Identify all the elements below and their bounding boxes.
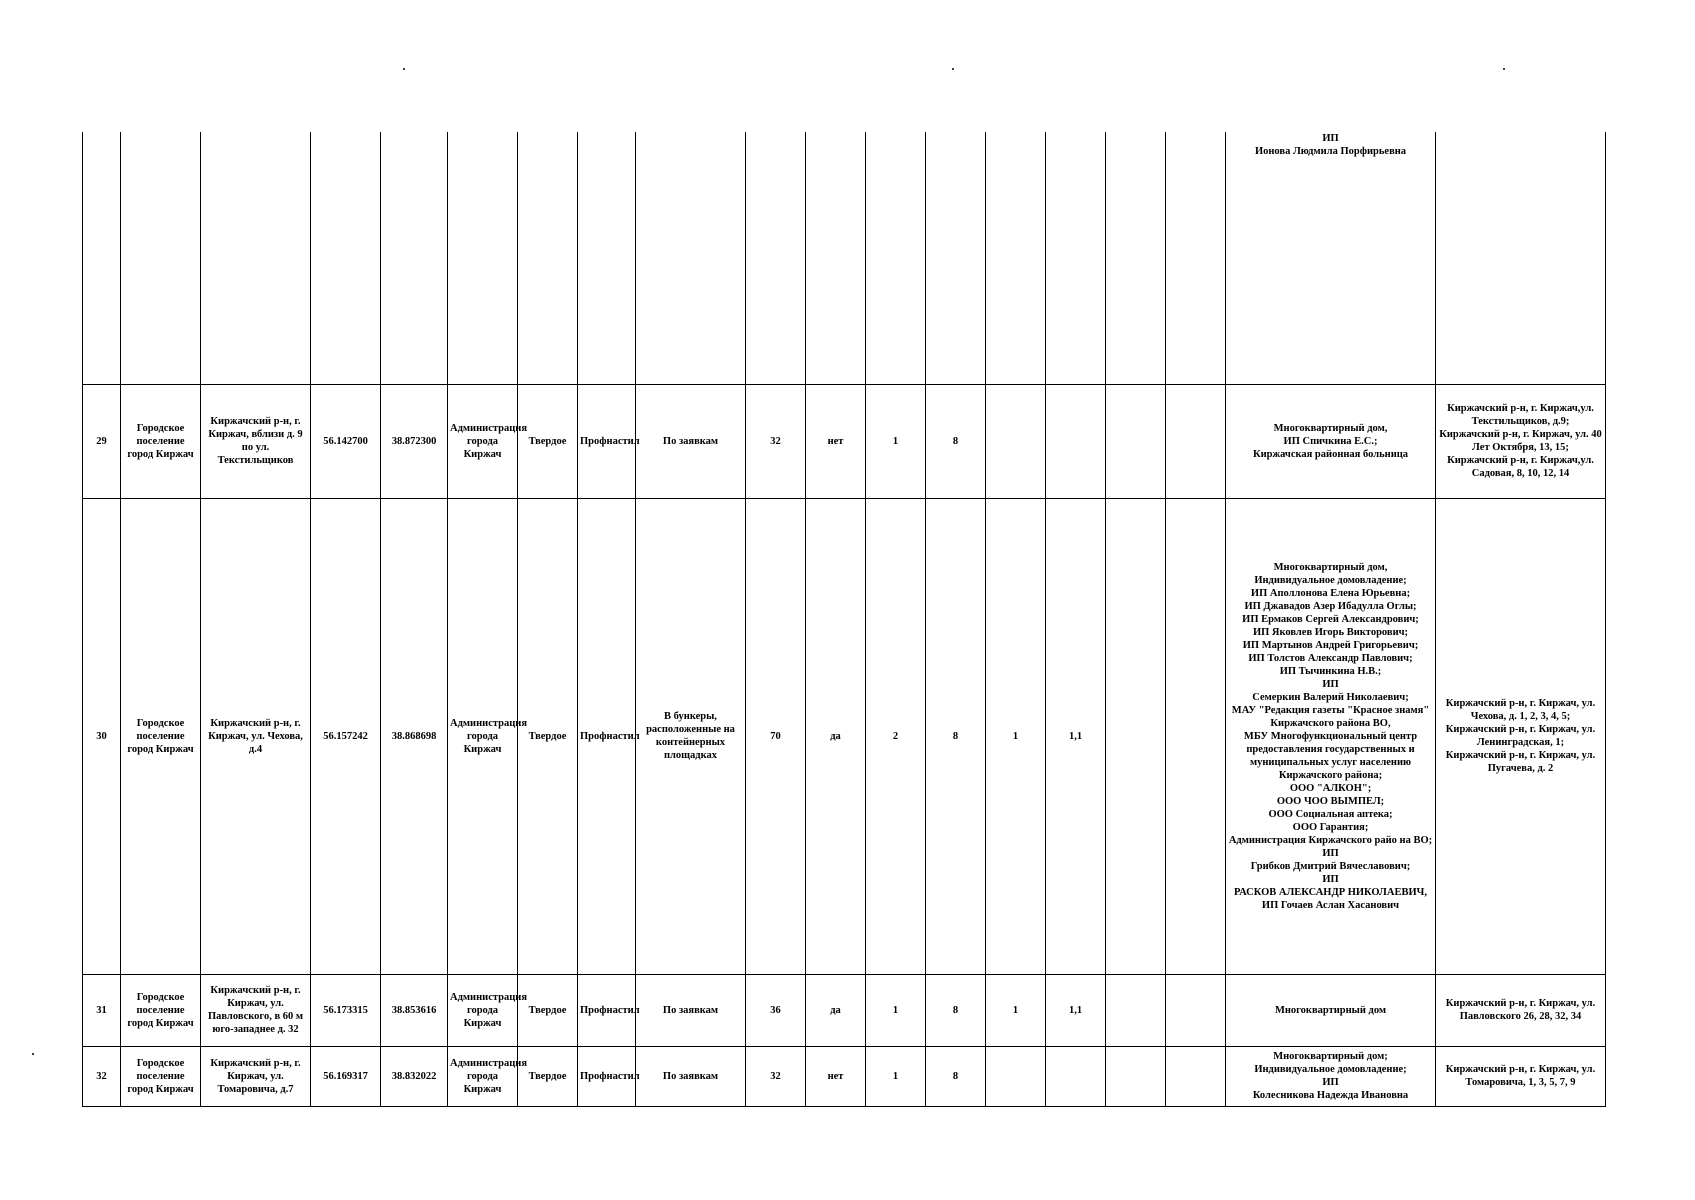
settlement-cell: Городское поселение город Киржач [121, 498, 201, 974]
base-cell: Твердое [518, 1046, 578, 1106]
owners-lines [1228, 1050, 1433, 1102]
owners-lines [1228, 1004, 1433, 1017]
owners-lines [1228, 132, 1433, 158]
text-line: Индивидуальное домовладение; [1254, 574, 1407, 586]
area-cell: 32 [746, 384, 806, 498]
address-cell: Киржачский р-н, г. Киржач, ул. Павловского, в 60 м юго-западнее д. 32 [201, 974, 311, 1046]
text-line: Колесникова Надежда Ивановна [1252, 1090, 1409, 1101]
container-sites-table [82, 132, 1606, 1107]
area-cell: 36 [746, 974, 806, 1046]
volume-cell: 8 [926, 498, 986, 974]
text-line: Многоквартирный дом, [1273, 422, 1388, 434]
served-lines [1438, 402, 1603, 480]
table-row-continued [83, 132, 1606, 384]
longitude-cell: 38.853616 [381, 974, 448, 1046]
table-row [83, 1046, 1606, 1106]
row-number: 29 [83, 384, 121, 498]
holder-cell: Администрация города Киржач [448, 498, 518, 974]
text-line: ИП Тычинкина Н.В.; [1279, 665, 1382, 677]
text-line: ИП Спичкина Е.С.; [1283, 435, 1378, 447]
cover-cell: нет [806, 384, 866, 498]
address-cell: Киржачский р-н, г. Киржач, ул. Чехова, д.4 [201, 498, 311, 974]
served-objects-cell [1436, 498, 1606, 974]
text-line: ИП [1322, 1077, 1339, 1088]
text-line: ИП Джавадов Азер Ибадулла Оглы; [1244, 600, 1417, 612]
text-line: ИП Аполлонова Елена Юрьевна; [1250, 587, 1411, 599]
volume-cell: 8 [926, 1046, 986, 1106]
settlement-cell: Городское поселение город Киржач [121, 1046, 201, 1106]
fence-cell: Профнастил [578, 384, 636, 498]
col16-cell [1166, 498, 1226, 974]
col16-cell [1166, 384, 1226, 498]
row-number: 32 [83, 1046, 121, 1106]
holder-cell: Администрация города Киржач [448, 1046, 518, 1106]
bunker-volume-cell: 1,1 [1046, 498, 1106, 974]
served-objects-cell [1436, 974, 1606, 1046]
text-line: Киржачский р-н, г. Киржач,ул. Садовая, 8, 10, 12, 14 [1447, 455, 1594, 479]
removal-cell: По заявкам [636, 384, 746, 498]
latitude-cell: 56.157242 [311, 498, 381, 974]
fence-cell: Профнастил [578, 1046, 636, 1106]
fence-cell: Профнастил [578, 974, 636, 1046]
col15-cell [1106, 498, 1166, 974]
bunker-volume-cell [1046, 384, 1106, 498]
text-line: ИП [1322, 873, 1339, 885]
settlement-cell: Городское поселение город Киржач [121, 974, 201, 1046]
served-lines [1438, 697, 1603, 775]
col16-cell [1166, 974, 1226, 1046]
table-row [83, 384, 1606, 498]
text-line: Киржачский р-н, г. Киржач, ул. Ленинградская, 1; [1445, 724, 1596, 748]
col15-cell [1106, 974, 1166, 1046]
text-line: Киржачский р-н, г. Киржач, ул. 40 Лет Октября, 13, 15; [1439, 429, 1602, 453]
text-line: ИП Яковлев Игорь Викторович; [1252, 626, 1409, 638]
latitude-cell: 56.142700 [311, 384, 381, 498]
text-line: ИП [1322, 133, 1339, 144]
containers-cell: 2 [866, 498, 926, 974]
text-line: Многоквартирный дом; [1273, 1051, 1388, 1062]
latitude-cell: 56.169317 [311, 1046, 381, 1106]
row-number: 31 [83, 974, 121, 1046]
longitude-cell: 38.868698 [381, 498, 448, 974]
base-cell: Твердое [518, 974, 578, 1046]
served-objects-cell [1436, 1046, 1606, 1106]
owners-lines [1228, 561, 1433, 912]
cover-cell: да [806, 974, 866, 1046]
text-line: Киржачский р-н, г. Киржач,ул. Текстильщиков, д.9; [1447, 403, 1594, 427]
cover-cell: нет [806, 1046, 866, 1106]
scan-speck [32, 1053, 34, 1055]
base-cell: Твердое [518, 498, 578, 974]
base-cell: Твердое [518, 384, 578, 498]
fence-cell: Профнастил [578, 498, 636, 974]
bunker-volume-cell: 1,1 [1046, 974, 1106, 1046]
holder-cell: Администрация города Киржач [448, 384, 518, 498]
text-line: ИП Ермаков Сергей Александрович; [1242, 613, 1419, 625]
removal-cell: В бункеры, расположенные на контейнерных площадках [636, 498, 746, 974]
volume-cell: 8 [926, 974, 986, 1046]
text-line: Киржачский р-н, г. Киржач, ул. Пугачева, д. 2 [1445, 750, 1596, 774]
text-line: Киржачский р-н, г. Киржач, ул. Павловского 26, 28, 32, 34 [1445, 998, 1596, 1022]
text-line: Индивидуальное домовладение; [1254, 1064, 1407, 1075]
owners-cell [1226, 384, 1436, 498]
text-line: ООО Гарантия; [1292, 821, 1369, 833]
containers-cell: 1 [866, 974, 926, 1046]
area-cell: 32 [746, 1046, 806, 1106]
col16-cell [1166, 1046, 1226, 1106]
longitude-cell: 38.872300 [381, 384, 448, 498]
text-line: ИП Толстов Александр Павлович; [1248, 652, 1413, 664]
text-line: ИП [1322, 847, 1339, 859]
owners-cell [1226, 1046, 1436, 1106]
served-lines [1438, 997, 1603, 1023]
text-line: МАУ "Редакция газеты "Красное знамя" Киржачского района ВО, [1231, 704, 1430, 729]
address-cell: Киржачский р-н, г. Киржач, вблизи д. 9 по ул. Текстильщиков [201, 384, 311, 498]
containers-cell: 1 [866, 1046, 926, 1106]
text-line: Администрация Киржачского райо на ВО; [1228, 834, 1433, 846]
bunkers-cell: 1 [986, 498, 1046, 974]
settlement-cell: Городское поселение город Киржач [121, 384, 201, 498]
scan-speck [952, 68, 954, 70]
containers-cell: 1 [866, 384, 926, 498]
text-line: Ионова Людмила Порфирьевна [1254, 146, 1407, 157]
owners-cell [1226, 974, 1436, 1046]
bunkers-cell [986, 1046, 1046, 1106]
latitude-cell: 56.173315 [311, 974, 381, 1046]
text-line: ИП Гочаев Аслан Хасанович [1261, 899, 1400, 911]
col15-cell [1106, 384, 1166, 498]
text-line: МБУ Многофункциональный центр предоставления государственных и муниципальных услуг населению Киржачского района; [1243, 730, 1418, 781]
text-line: Киржачская районная больница [1252, 448, 1409, 460]
text-line: Грибков Дмитрий Вячеславович; [1250, 860, 1411, 872]
bunkers-cell: 1 [986, 974, 1046, 1046]
served-objects-cell [1436, 384, 1606, 498]
text-line: ООО "АЛКОН"; [1289, 782, 1372, 794]
text-line: Киржачский р-н, г. Киржач, ул. Томаровича, 1, 3, 5, 7, 9 [1445, 1064, 1596, 1088]
table-row [83, 498, 1606, 974]
text-line: ИП Мартынов Андрей Григорьевич; [1242, 639, 1419, 651]
longitude-cell: 38.832022 [381, 1046, 448, 1106]
cover-cell: да [806, 498, 866, 974]
bunker-volume-cell [1046, 1046, 1106, 1106]
removal-cell: По заявкам [636, 1046, 746, 1106]
text-line: Киржачский р-н, г. Киржач, ул. Чехова, д. 1, 2, 3, 4, 5; [1445, 698, 1596, 722]
text-line: Семеркин Валерий Николаевич; [1252, 691, 1409, 703]
holder-cell: Администрация города Киржач [448, 974, 518, 1046]
text-line: РАСКОВ АЛЕКСАНДР НИКОЛАЕВИЧ, [1234, 886, 1427, 898]
table-row [83, 974, 1606, 1046]
area-cell: 70 [746, 498, 806, 974]
text-line: Многоквартирный дом [1274, 1004, 1387, 1016]
row-number: 30 [83, 498, 121, 974]
served-lines [1438, 1063, 1603, 1089]
text-line: ООО Социальная аптека; [1268, 808, 1393, 820]
scan-speck [403, 68, 405, 70]
owners-cell [1226, 498, 1436, 974]
bunkers-cell [986, 384, 1046, 498]
owners-lines [1228, 422, 1433, 461]
col15-cell [1106, 1046, 1166, 1106]
address-cell: Киржачский р-н, г. Киржач, ул. Томаровича, д.7 [201, 1046, 311, 1106]
text-line: Многоквартирный дом, [1273, 561, 1388, 573]
volume-cell: 8 [926, 384, 986, 498]
text-line: ООО ЧОО ВЫМПЕЛ; [1276, 795, 1385, 807]
removal-cell: По заявкам [636, 974, 746, 1046]
text-line: ИП [1322, 678, 1339, 690]
owners-cell [1226, 132, 1436, 384]
scan-speck [1503, 68, 1505, 70]
